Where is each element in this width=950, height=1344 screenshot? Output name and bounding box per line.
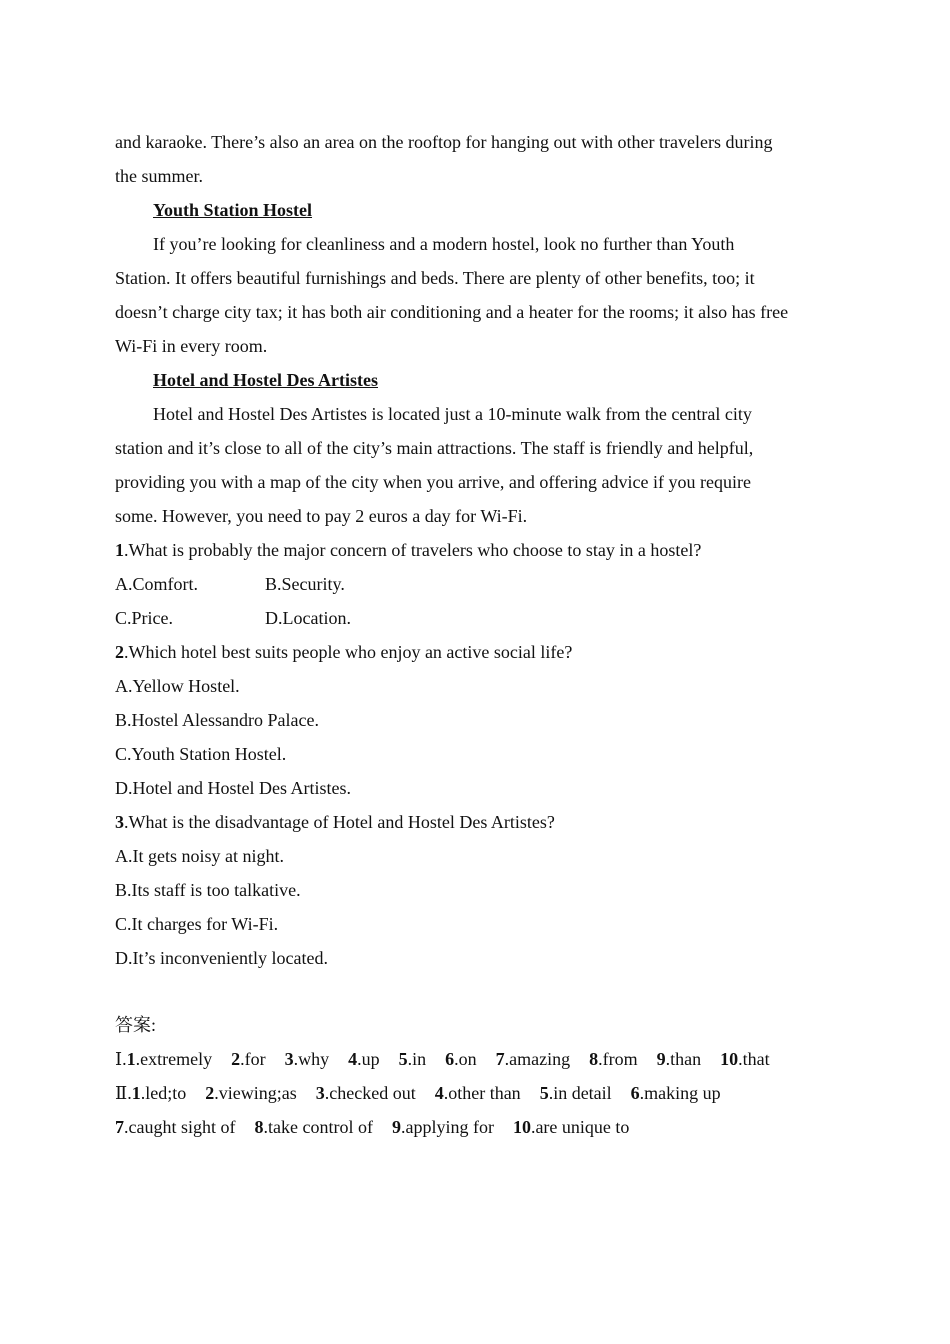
passage-line: and karaoke. There’s also an area on the rooftop for hanging out with other travelers during [115,132,773,152]
option-a: A.Yellow Hostel. [115,676,240,696]
answer-text: .why [293,1049,330,1069]
answer-number: 7 [495,1049,505,1069]
answer-item [496,1042,570,1076]
option-a: A.Comfort. [115,574,198,594]
answer-number: 9 [656,1049,666,1069]
answer-text: .for [240,1049,266,1069]
answer-number: 7 [115,1117,124,1137]
question-1 [115,533,835,567]
answer-text: .up [357,1049,380,1069]
option-b: B.Hostel Alessandro Palace. [115,710,319,730]
section-heading-des-artistes [115,363,835,397]
answer-item [540,1076,612,1110]
answer-text: .in [407,1049,427,1069]
answer-number: 2 [205,1083,215,1103]
answers-label: 答案: [115,1015,157,1035]
answer-text: .other than [443,1083,521,1103]
answer-number: 5 [539,1083,549,1103]
answer-item [316,1076,416,1110]
option-d: D.Location. [265,608,351,628]
answers-part2-prefix: Ⅱ. [115,1083,132,1103]
answer-item [285,1042,330,1076]
passage-line: Hotel and Hostel Des Artistes is located just a 10-minute walk from the central city [153,404,752,424]
passage-line: Station. It offers beautiful furnishings and beds. There are plenty of other benefits, too; it [115,268,755,288]
passage-line: Wi-Fi in every room. [115,336,268,356]
option-c: C.Price. [115,608,173,628]
answer-item [589,1042,638,1076]
answer-text: .caught sight of [124,1117,236,1137]
answer-number: 3 [315,1083,325,1103]
answer-item [720,1042,770,1076]
passage-line: providing you with a map of the city when you arrive, and offering advice if you require [115,472,751,492]
answer-text: .making up [639,1083,721,1103]
answer-item [513,1110,629,1144]
option-c: C.It charges for Wi-Fi. [115,914,279,934]
answers-part2-line2 [115,1110,835,1144]
option-c: C.Youth Station Hostel. [115,744,287,764]
question-text: .Which hotel best suits people who enjoy an active social life? [124,642,573,662]
question-number: 2 [115,642,124,662]
answer-text: .take control of [263,1117,373,1137]
passage-line: the summer. [115,166,203,186]
question-number: 1 [115,540,124,560]
question-2 [115,635,835,669]
answer-text: .viewing;as [214,1083,297,1103]
option-b: B.Its staff is too talkative. [115,880,301,900]
answer-number: 6 [630,1083,640,1103]
answer-item [127,1042,212,1076]
answer-item [205,1076,297,1110]
answer-number: 4 [434,1083,444,1103]
answer-item [657,1042,702,1076]
answer-item [392,1110,494,1144]
answer-item [435,1076,521,1110]
answer-item [631,1076,721,1110]
option-d: D.Hotel and Hostel Des Artistes. [115,778,351,798]
answer-number: 10 [720,1049,739,1069]
answer-item [115,1110,235,1144]
answer-text: .in detail [548,1083,612,1103]
question-number: 3 [115,812,124,832]
answers-part1 [115,1042,835,1076]
question-3 [115,805,835,839]
answer-item [445,1042,477,1076]
answer-text: .extremely [135,1049,213,1069]
answer-text: .from [598,1049,638,1069]
answer-text: .on [454,1049,477,1069]
answer-text: .led;to [140,1083,187,1103]
passage-line: some. However, you need to pay 2 euros a day for Wi-Fi. [115,506,528,526]
answer-number: 6 [445,1049,455,1069]
document-page [115,125,835,1144]
answer-item [348,1042,380,1076]
answers-part2-line1 [115,1076,835,1110]
option-b: B.Security. [265,574,345,594]
answer-number: 9 [391,1117,401,1137]
answer-number: 4 [348,1049,358,1069]
answer-text: .amazing [504,1049,571,1069]
question-text: .What is the disadvantage of Hotel and Hostel Des Artistes? [124,812,555,832]
passage-line: station and it’s close to all of the city’s main attractions. The staff is friendly and helpful, [115,438,754,458]
answer-number: 2 [231,1049,241,1069]
answer-text: .that [738,1049,770,1069]
answer-text: .are unique to [530,1117,630,1137]
option-a: A.It gets noisy at night. [115,846,284,866]
answer-number: 8 [254,1117,264,1137]
answer-item [254,1110,372,1144]
answers-part1-prefix: Ⅰ. [115,1049,127,1069]
answer-text: .applying for [400,1117,494,1137]
spacer [115,975,835,1008]
option-d: D.It’s inconveniently located. [115,948,328,968]
answer-item [399,1042,427,1076]
answer-text: .checked out [324,1083,416,1103]
section-heading-youth-station [115,193,835,227]
answer-number: 10 [512,1117,531,1137]
passage-line: doesn’t charge city tax; it has both air conditioning and a heater for the rooms; it also has free [115,302,789,322]
option-row [115,567,835,601]
answer-number: 3 [284,1049,294,1069]
section-heading-text: Hotel and Hostel Des Artistes [153,370,378,390]
answer-item [132,1076,187,1110]
passage-line: If you’re looking for cleanliness and a modern hostel, look no further than Youth [153,234,735,254]
question-text: .What is probably the major concern of travelers who choose to stay in a hostel? [124,540,702,560]
answer-text: .than [665,1049,702,1069]
answer-item [231,1042,266,1076]
section-heading-text: Youth Station Hostel [153,200,313,220]
answer-number: 1 [131,1083,141,1103]
answer-number: 5 [398,1049,408,1069]
option-row [115,601,835,635]
answer-number: 8 [589,1049,599,1069]
answer-number: 1 [126,1049,136,1069]
